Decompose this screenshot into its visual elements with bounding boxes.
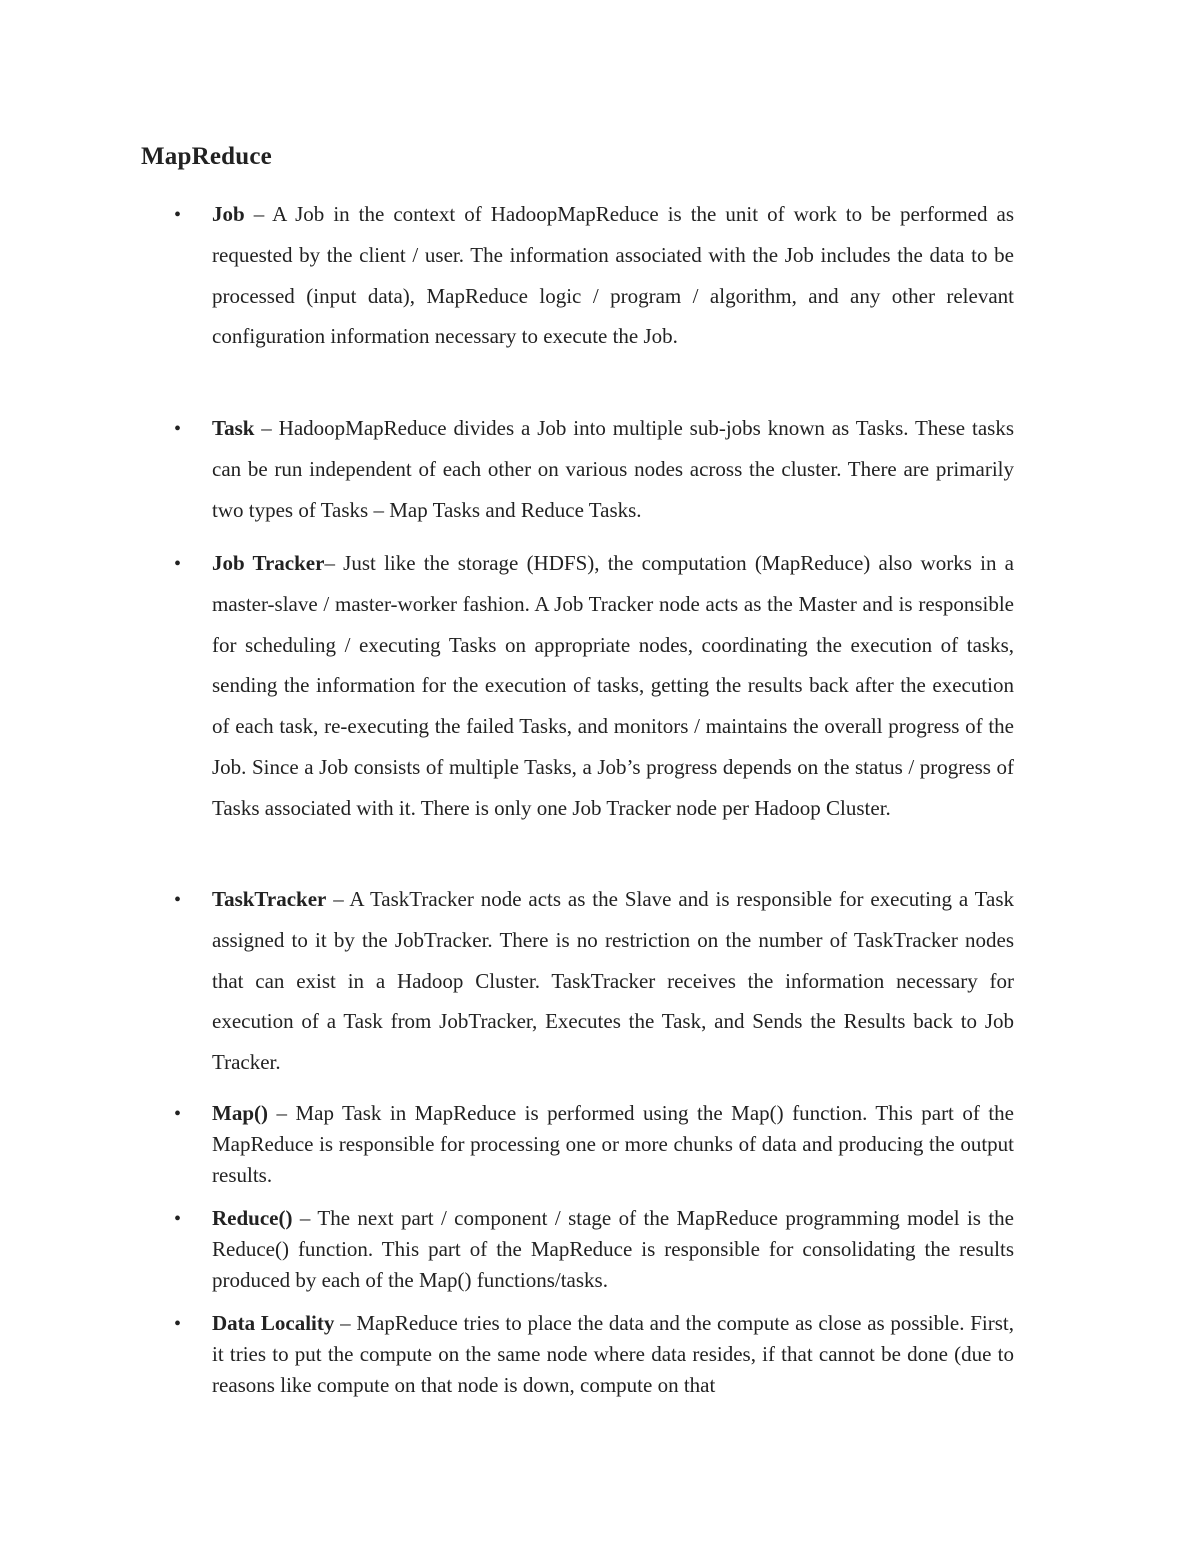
page-title: MapReduce <box>141 143 272 170</box>
term-label: Task <box>212 416 255 440</box>
list-item-text <box>212 879 1014 1083</box>
bullet-icon: • <box>174 889 182 911</box>
term-description: – HadoopMapReduce divides a Job into multiple sub-jobs known as Tasks. These tasks can be run independent of each other on various nodes across the cluster. There are primarily two types of Tasks – Map Tasks and Reduce Tasks. <box>212 416 1014 522</box>
term-label: Job Tracker <box>212 551 325 575</box>
bullet-icon: • <box>174 1208 182 1230</box>
bullet-icon: • <box>174 204 182 226</box>
bullet-icon: • <box>174 1313 182 1335</box>
term-description: – Map Task in MapReduce is performed using the Map() function. This part of the MapReduce is responsible for processing one or more chunks of data and producing the output results. <box>212 1101 1014 1187</box>
term-label: Job <box>212 202 245 226</box>
term-description: – A TaskTracker node acts as the Slave and is responsible for executing a Task assigned to it by the JobTracker. There is no restriction on the number of TaskTracker nodes that can exist in a Hadoop Cluster. TaskTracker receives the information necessary for execution of a Task from JobTracker, Executes the Task, and Sends the Results back to Job Tracker. <box>212 887 1014 1075</box>
term-label: Reduce() <box>212 1206 293 1230</box>
list-item-text <box>212 1308 1014 1401</box>
term-description: – Just like the storage (HDFS), the computation (MapReduce) also works in a master-slave / master-worker fashion. A Job Tracker node acts as the Master and is responsible for scheduling / executing Tasks on appropriate nodes, coordinating the execution of tasks, sending the information for the execution of tasks, getting the results back after the execution of each task, re-executing the failed Tasks, and monitors / maintains the overall progress of the Job. Since a Job consists of multiple Tasks, a Job’s progress depends on the status / progress of Tasks associated with it. There is only one Job Tracker node per Hadoop Cluster. <box>212 551 1014 820</box>
term-label: TaskTracker <box>212 887 327 911</box>
term-description: – A Job in the context of HadoopMapReduce is the unit of work to be performed as requested by the client / user. The information associated with the Job includes the data to be processed (input data), MapReduce logic / program / algorithm, and any other relevant configuration information necessary to execute the Job. <box>212 202 1014 349</box>
bullet-icon: • <box>174 1103 182 1125</box>
list-item-text <box>212 1203 1014 1296</box>
list-item-text <box>212 408 1014 530</box>
term-description: – MapReduce tries to place the data and the compute as close as possible. First, it tries to put the compute on the same node where data resides, if that cannot be done (due to reasons like compute on that node is down, compute on that <box>212 1311 1014 1397</box>
term-label: Data Locality <box>212 1311 335 1335</box>
bullet-icon: • <box>174 418 182 440</box>
bullet-icon: • <box>174 553 182 575</box>
term-label: Map() <box>212 1101 268 1125</box>
list-item-text <box>212 543 1014 829</box>
list-item-text <box>212 1098 1014 1191</box>
term-description: – The next part / component / stage of the MapReduce programming model is the Reduce() function. This part of the MapReduce is responsible for consolidating the results produced by each of the Map() functions/tasks. <box>212 1206 1014 1292</box>
list-item-text <box>212 194 1014 357</box>
